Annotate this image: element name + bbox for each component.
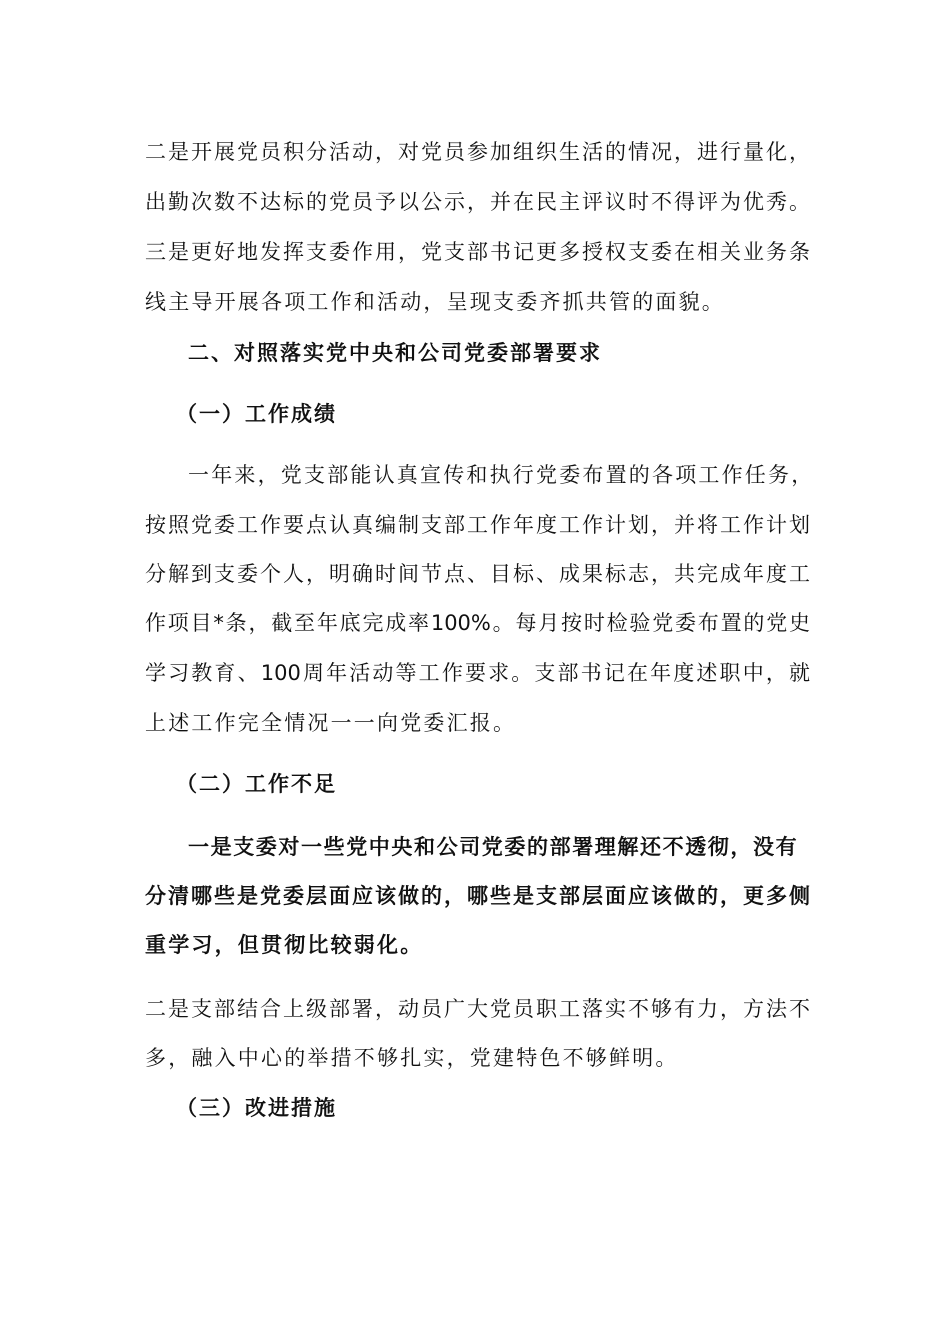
paragraph-line: 多，融入中心的举措不够扎实，党建特色不够鲜明。 (145, 1046, 679, 1070)
paragraph-line: 作项目*条，截至年底完成率100%。每月按时检验党委布置的党史 (145, 611, 810, 635)
paragraph-line: 线主导开展各项工作和活动，呈现支委齐抓共管的面貌。 (145, 290, 725, 314)
paragraph-line: 二是支部结合上级部署，动员广大党员职工落实不够有力，方法不 (145, 997, 810, 1021)
paragraph-line: 三是更好地发挥支委作用，党支部书记更多授权支委在相关业务条 (145, 240, 810, 264)
paragraph-line: 重学习，但贯彻比较弱化。 (145, 933, 424, 957)
paragraph-line: 一是支委对一些党中央和公司党委的部署理解还不透彻，没有 (188, 835, 799, 859)
paragraph-line: 按照党委工作要点认真编制支部工作年度工作计划，并将工作计划 (145, 513, 810, 537)
paragraph-line: 分清哪些是党委层面应该做的，哪些是支部层面应该做的，更多侧 (145, 884, 810, 908)
subsection-heading: （二）工作不足 (176, 772, 337, 796)
paragraph-line: 学习教育、100周年活动等工作要求。支部书记在年度述职中，就 (145, 661, 810, 685)
paragraph-line: 出勤次数不达标的党员予以公示，并在民主评议时不得评为优秀。 (145, 190, 810, 214)
subsection-heading: （三）改进措施 (176, 1096, 337, 1120)
paragraph-line: 分解到支委个人，明确时间节点、目标、成果标志，共完成年度工 (145, 562, 810, 586)
paragraph-line: 一年来，党支部能认真宣传和执行党委布置的各项工作任务， (188, 463, 815, 487)
paragraph-line: 二是开展党员积分活动，对党员参加组织生活的情况，进行量化， (145, 140, 810, 164)
section-heading: 二、对照落实党中央和公司党委部署要求 (188, 341, 602, 365)
subsection-heading: （一）工作成绩 (176, 402, 337, 426)
paragraph-line: 上述工作完全情况一一向党委汇报。 (145, 711, 517, 735)
